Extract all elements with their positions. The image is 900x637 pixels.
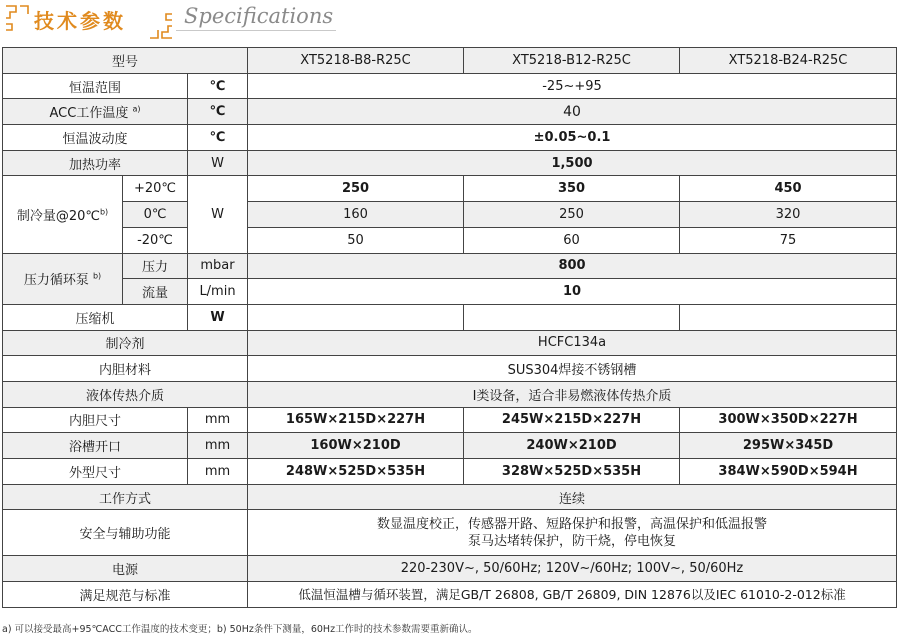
value-cell <box>248 510 897 556</box>
table-row-power <box>3 556 897 582</box>
table-row-safety <box>3 510 897 556</box>
table-row-cooling <box>3 176 897 202</box>
corner-ornament-right-icon <box>146 2 176 42</box>
value-cell: SUS304焊接不锈钢槽 <box>248 356 897 382</box>
table-row-refrigerant <box>3 330 897 356</box>
value-cell: 250 <box>248 176 464 202</box>
row-label: 满足规范与标准 <box>3 582 248 608</box>
table-row-acc-temp <box>3 99 897 125</box>
row-label: 电源 <box>3 556 248 582</box>
value-cell: 250 <box>464 202 680 228</box>
unit-cell: mm <box>188 459 248 485</box>
value-cell: HCFC134a <box>248 330 897 356</box>
value-cell: 800 <box>248 253 897 279</box>
row-label: 浴槽开口 <box>3 433 188 459</box>
value-cell: 240W×210D <box>464 433 680 459</box>
unit-cell: W <box>188 176 248 253</box>
safety-line: 泵马达堵转保护，防干烧，停电恢复 <box>468 533 677 549</box>
row-label: 恒温范围 <box>3 73 188 99</box>
table-row-stability <box>3 125 897 151</box>
corner-ornament-icon <box>2 2 32 42</box>
table-row-pump-pressure <box>3 253 897 279</box>
value-cell: 300W×350D×227H <box>680 407 897 433</box>
unit-cell: mm <box>188 433 248 459</box>
unit-cell: L/min <box>188 279 248 305</box>
row-label: 加热功率 <box>3 150 188 176</box>
row-label: 内胆尺寸 <box>3 407 188 433</box>
value-cell: 245W×215D×227H <box>464 407 680 433</box>
value-cell: 50 <box>248 227 464 253</box>
row-label: 压缩机 <box>3 304 188 330</box>
value-cell: 384W×590D×594H <box>680 459 897 485</box>
section-subtitle: Specifications <box>184 4 334 28</box>
value-cell: 10 <box>248 279 897 305</box>
safety-line: 数显温度校正，传感器开路、短路保护和报警，高温保护和低温报警 <box>377 516 768 532</box>
value-cell: 350 <box>464 176 680 202</box>
model-name: XT5218-B24-R25C <box>680 48 897 74</box>
value-cell: 1,500 <box>248 150 897 176</box>
row-label: 恒温波动度 <box>3 125 188 151</box>
model-name: XT5218-B12-R25C <box>464 48 680 74</box>
model-name: XT5218-B8-R25C <box>248 48 464 74</box>
value-cell: ±0.05~0.1 <box>248 125 897 151</box>
value-cell <box>680 304 897 330</box>
table-row-model <box>3 48 897 74</box>
section-title: 技术参数 <box>34 9 126 33</box>
sub-label: 流量 <box>123 279 188 305</box>
value-cell: 低温恒温槽与循环装置，满足GB/T 26808, GB/T 26809, DIN 12876以及IEC 61010-2-012标准 <box>248 582 897 608</box>
value-cell <box>464 304 680 330</box>
table-row-inner-size <box>3 407 897 433</box>
table-row-compressor <box>3 304 897 330</box>
unit-cell: W <box>188 150 248 176</box>
value-cell: 165W×215D×227H <box>248 407 464 433</box>
unit-cell: ℃ <box>188 125 248 151</box>
table-row-standards <box>3 582 897 608</box>
table-row-temp-range <box>3 73 897 99</box>
value-cell: 75 <box>680 227 897 253</box>
value-cell: 328W×525D×535H <box>464 459 680 485</box>
row-label: 压力循环泵 $^{b)}$ <box>3 253 123 304</box>
row-label: 安全与辅助功能 <box>3 510 248 556</box>
value-cell: 40 <box>248 99 897 125</box>
cooling-temp: 0℃ <box>123 202 188 228</box>
table-row-inner-material <box>3 356 897 382</box>
unit-cell: ℃ <box>188 99 248 125</box>
value-cell <box>248 304 464 330</box>
unit-cell: mbar <box>188 253 248 279</box>
value-cell: 60 <box>464 227 680 253</box>
row-label: 制冷量@20℃$^{b)}$ <box>3 176 123 253</box>
table-row-cooling <box>3 202 897 228</box>
table-row-outer-size <box>3 459 897 485</box>
cooling-temp: +20℃ <box>123 176 188 202</box>
row-label: ACC工作温度 $^{a)}$ <box>3 99 188 125</box>
footnote: a) 可以接受最高+95℃ACC工作温度的技术变更；b) 50Hz条件下测量，60Hz工作时的技术参数需要重新确认。 <box>2 624 478 635</box>
table-row-pump-flow <box>3 279 897 305</box>
sub-label: 压力 <box>123 253 188 279</box>
cooling-temp: -20℃ <box>123 227 188 253</box>
table-row-bath-opening <box>3 433 897 459</box>
value-cell: 450 <box>680 176 897 202</box>
table-row-heating <box>3 150 897 176</box>
table-row-medium <box>3 381 897 407</box>
unit-cell: W <box>188 304 248 330</box>
value-cell: 160W×210D <box>248 433 464 459</box>
value-cell: -25~+95 <box>248 73 897 99</box>
value-cell: 248W×525D×535H <box>248 459 464 485</box>
value-cell: 160 <box>248 202 464 228</box>
unit-cell: ℃ <box>188 73 248 99</box>
unit-cell: mm <box>188 407 248 433</box>
header-divider <box>176 30 336 31</box>
value-cell: 220-230V~, 50/60Hz; 120V~/60Hz; 100V~, 50/60Hz <box>248 556 897 582</box>
row-label: 工作方式 <box>3 484 248 510</box>
row-label: 内胆材料 <box>3 356 248 382</box>
spec-table <box>2 47 897 608</box>
table-row-cooling <box>3 227 897 253</box>
section-header <box>0 0 900 44</box>
row-label: 液体传热介质 <box>3 381 248 407</box>
value-cell: I类设备，适合非易燃液体传热介质 <box>248 381 897 407</box>
row-label: 制冷剂 <box>3 330 248 356</box>
row-label: 外型尺寸 <box>3 459 188 485</box>
value-cell: 295W×345D <box>680 433 897 459</box>
value-cell: 连续 <box>248 484 897 510</box>
value-cell: 320 <box>680 202 897 228</box>
row-label: 型号 <box>3 48 248 74</box>
table-row-mode <box>3 484 897 510</box>
